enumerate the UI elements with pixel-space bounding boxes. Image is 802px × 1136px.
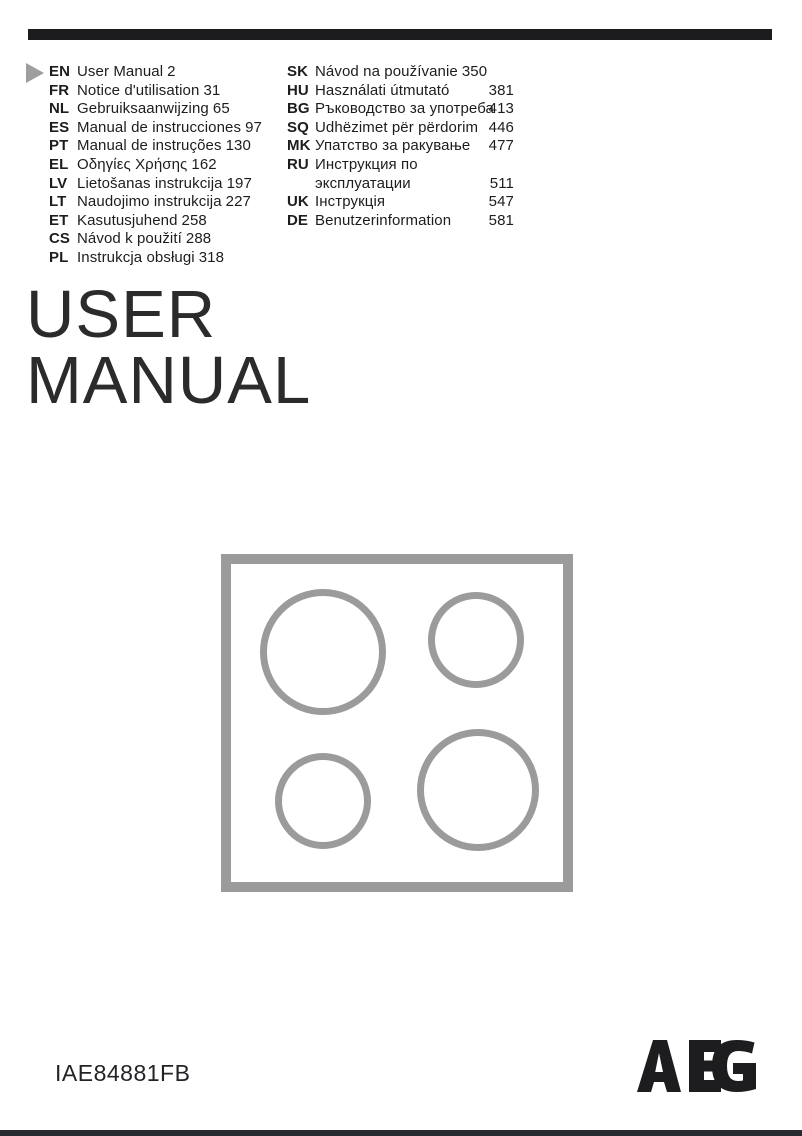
language-code: MK [287,137,311,155]
toc-title: Упатство за ракување [315,137,471,155]
language-code: UK [287,193,309,211]
cooking-zone-top-right [432,596,521,685]
toc-title: User Manual [77,63,164,80]
toc-entry-ru-line2[interactable] [287,175,514,194]
toc-entry-pt[interactable] [49,137,262,156]
language-code: SQ [287,118,309,136]
toc-title: Manual de instrucciones [77,118,242,136]
page-title-line2: MANUAL [26,343,312,418]
language-code: FR [49,81,70,99]
hob-outline [226,559,568,887]
toc-title: эксплуатации [315,174,411,192]
language-code: HU [287,81,309,99]
toc-title: Návod k použití [77,230,182,248]
toc-title: Ръководство за употреба [315,100,494,118]
toc-title: Інструкція [315,193,386,211]
toc-entry-bg[interactable] [287,100,514,119]
aeg-logo [637,1040,757,1092]
toc-title: Naudojimo instrukcija [77,193,222,211]
language-code: EN [49,63,71,80]
language-code: LV [49,174,68,192]
toc-page-number: 477 [488,137,514,155]
toc-title: Lietošanas instrukcija [77,174,223,192]
top-divider-bar [28,29,772,40]
toc-page-number: 581 [488,211,514,229]
toc-page-number: 350 [461,63,488,80]
language-code: NL [49,100,70,118]
cooking-zone-top-left [264,593,383,712]
toc-entry-nl[interactable] [49,100,262,119]
language-code: RU [287,155,309,173]
toc-page-number: 2 [167,63,176,80]
toc-page-number: 258 [181,211,207,229]
page-title-line1: USER [26,277,217,352]
language-code: CS [49,230,71,248]
toc-entry-lt[interactable] [49,193,262,212]
language-code: ES [49,118,70,136]
bottom-divider-bar [0,1130,802,1136]
toc-entry-sq[interactable] [287,119,514,138]
model-number: IAE84881FB [55,1060,191,1086]
cooking-zone-bottom-right [421,733,536,848]
toc-page-number: 130 [225,137,251,155]
toc-page-number: 288 [185,230,212,248]
toc-entry-mk[interactable] [287,137,514,156]
toc-title: Instrukcja obsługi [77,248,195,266]
toc-title: Návod na používanie [315,63,458,80]
hob-diagram [221,554,573,892]
toc-page-number: 162 [191,155,217,173]
language-code: PT [49,137,69,155]
toc-column-left [49,63,262,268]
toc-page-number: 446 [488,118,514,136]
toc-page-number: 511 [489,174,514,192]
toc-title: Benutzerinformation [315,211,452,229]
toc-page-number: 413 [488,100,514,118]
toc-title: Инструкция по [315,155,418,173]
language-code: EL [49,155,69,173]
toc-title: Udhëzimet për përdorim [315,118,479,136]
toc-title: Manual de instruções [77,137,222,155]
toc-entry-pl[interactable] [49,249,262,268]
toc-page-number: 97 [245,118,262,136]
toc-entry-sk[interactable] [287,63,514,82]
toc-page-number: 547 [488,193,514,211]
toc-title: Gebruiksaanwijzing [77,100,209,118]
toc-page-number: 65 [212,100,230,118]
toc-entry-es[interactable] [49,119,262,138]
toc-title: Kasutusjuhend [77,211,178,229]
toc-entry-el[interactable] [49,156,262,175]
cooking-zone-bottom-left [279,757,368,846]
toc-entry-cs[interactable] [49,230,262,249]
toc-title: Notice d'utilisation [77,81,200,99]
toc-entry-lv[interactable] [49,175,262,194]
toc-entry-fr[interactable] [49,82,262,101]
toc-title: Használati útmutató [315,81,450,99]
language-code: ET [49,211,69,229]
toc-entry-et[interactable] [49,212,262,231]
language-code: LT [49,193,67,211]
toc-page-number: 197 [226,174,252,192]
toc-entry-hu[interactable] [287,82,514,101]
active-language-pointer-icon [25,63,45,83]
toc-column-right [287,63,514,230]
toc-page-number: 31 [203,81,221,99]
language-code: PL [49,248,69,266]
language-code: BG [287,100,310,118]
toc-title: Οδηγίες Χρήσης [77,155,188,173]
toc-entry-en[interactable] [49,63,262,82]
toc-entry-ru-line1[interactable] [287,156,514,175]
toc-page-number: 381 [488,81,514,99]
toc-entry-de[interactable] [287,212,514,231]
page-title [26,277,312,418]
toc-page-number: 227 [225,193,251,211]
toc-page-number: 318 [198,248,225,266]
language-code: DE [287,211,309,229]
language-code: SK [287,63,309,80]
toc-entry-uk[interactable] [287,193,514,212]
